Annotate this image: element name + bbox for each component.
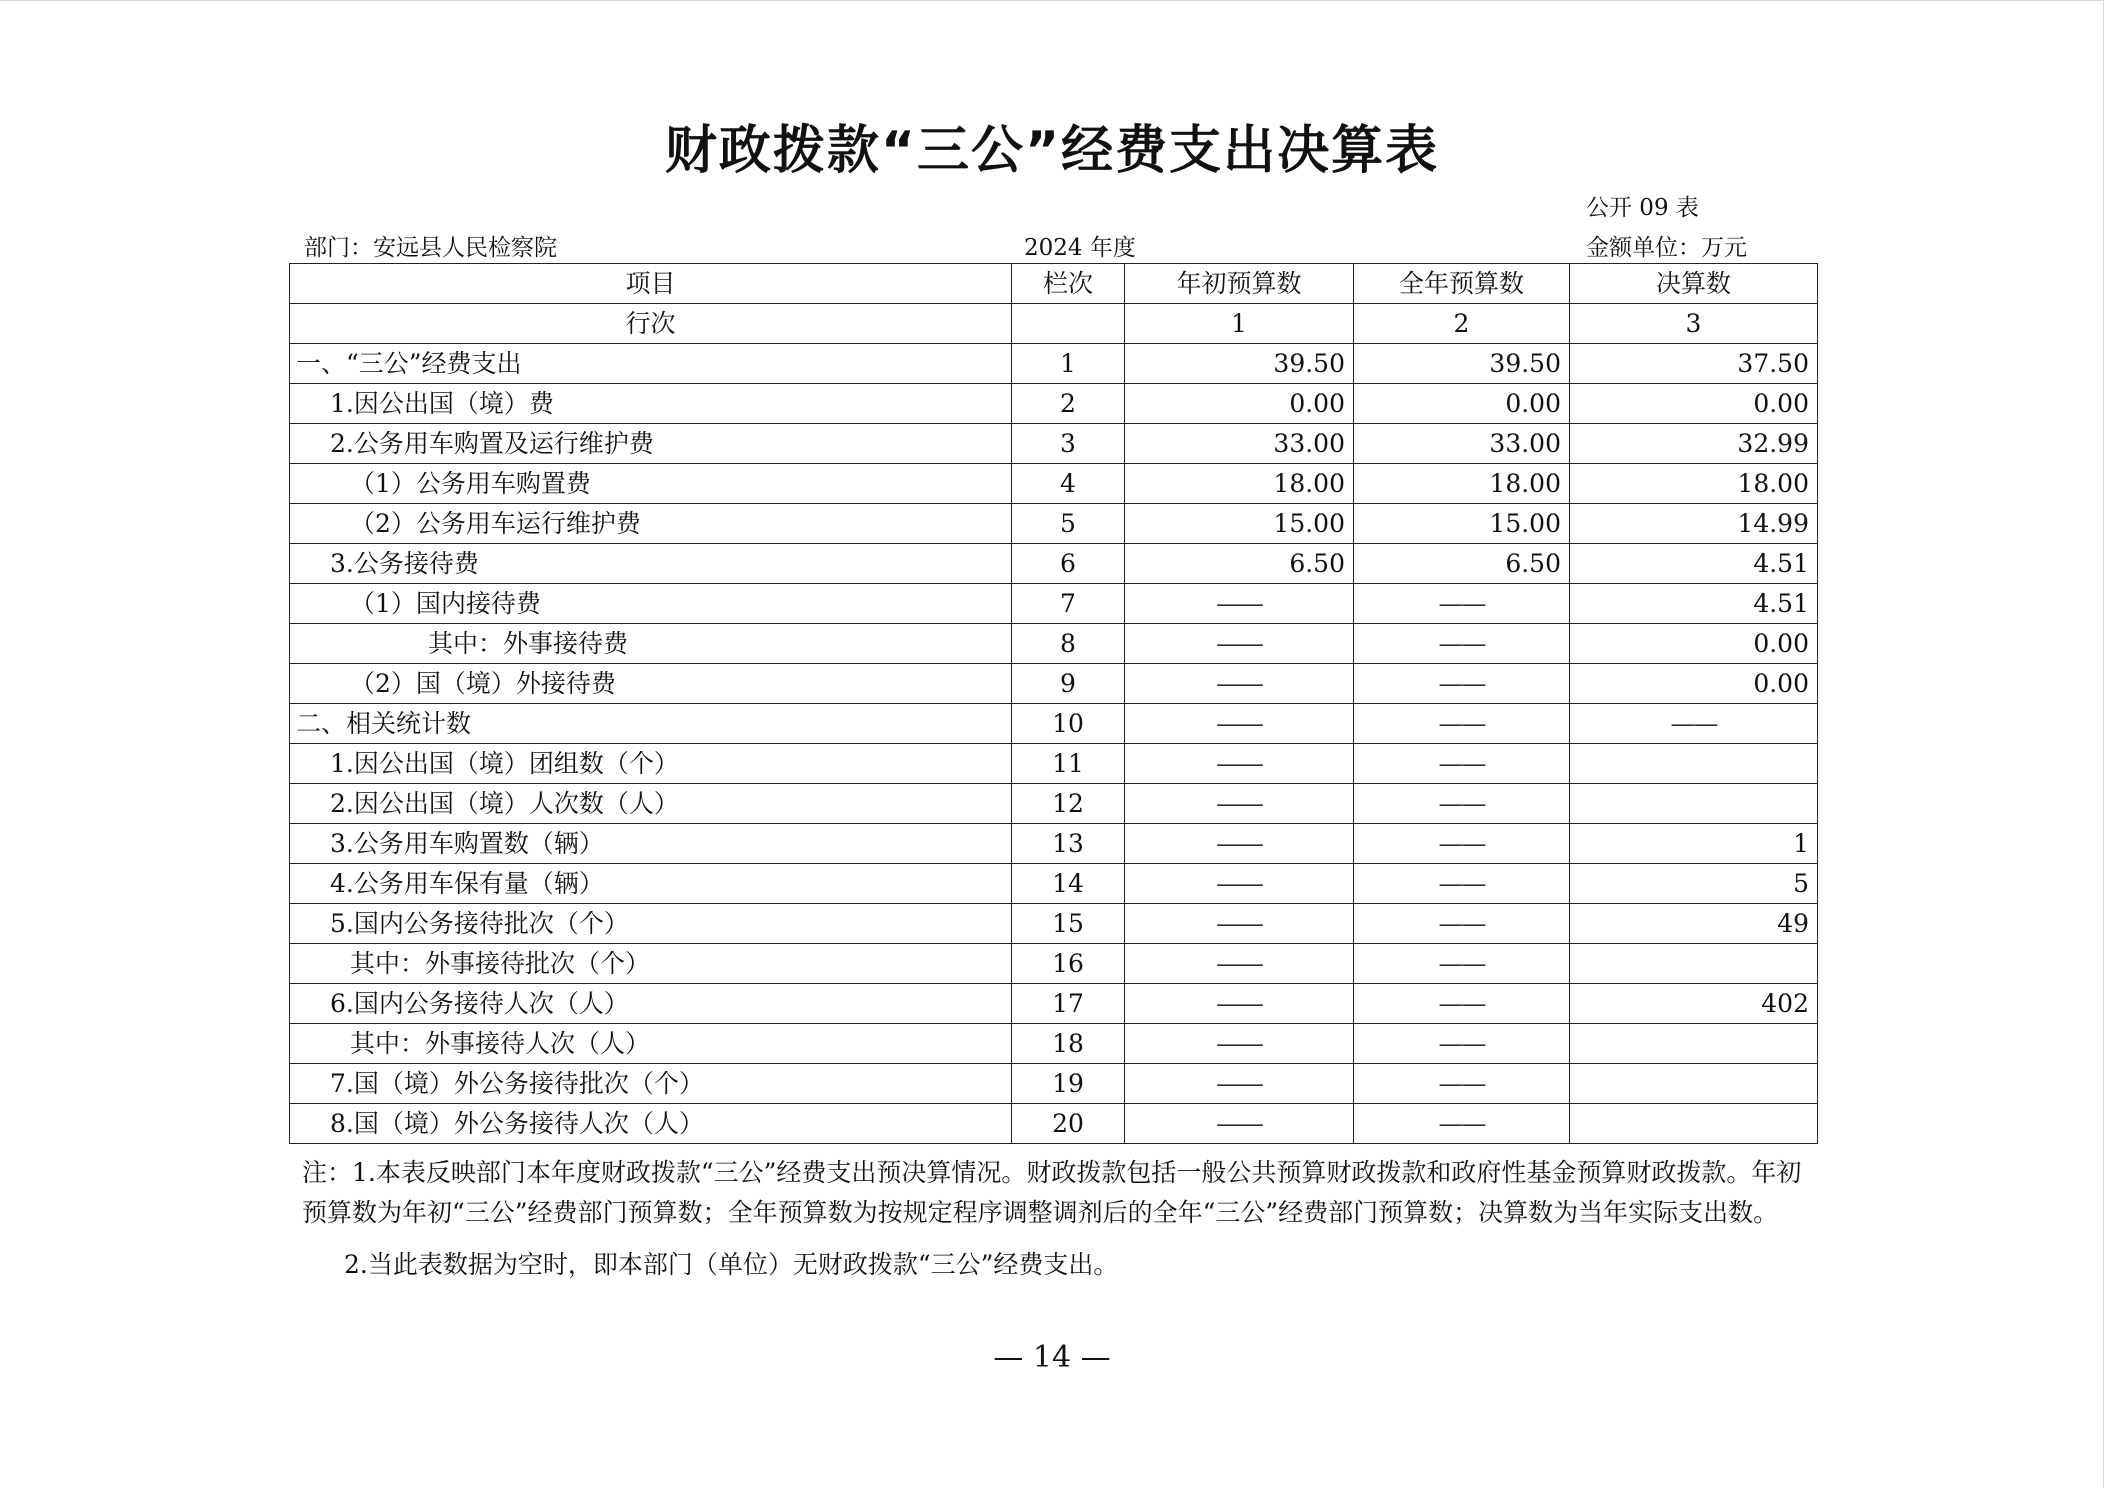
- expenditure-table: [289, 263, 1818, 1144]
- row-column-number: 6: [1012, 544, 1125, 584]
- row-final-account: [1570, 1024, 1818, 1064]
- table-row: [290, 424, 1818, 464]
- row-initial-budget: ——: [1125, 824, 1354, 864]
- note-2: 2.当此表数据为空时，即本部门（单位）无财政拨款“三公”经费支出。: [344, 1250, 1119, 1279]
- row-column-number: 5: [1012, 504, 1125, 544]
- row-full-year-budget: 15.00: [1354, 504, 1570, 544]
- row-full-year-budget: ——: [1354, 1064, 1570, 1104]
- row-full-year-budget: 6.50: [1354, 544, 1570, 584]
- row-initial-budget: 39.50: [1125, 344, 1354, 384]
- row-item: 1.因公出国（境）费: [290, 384, 1012, 424]
- row-item: （2）公务用车运行维护费: [290, 504, 1012, 544]
- row-item: 1.因公出国（境）团组数（个）: [290, 744, 1012, 784]
- table-row: [290, 464, 1818, 504]
- row-final-account: 402: [1570, 984, 1818, 1024]
- row-initial-budget: 18.00: [1125, 464, 1354, 504]
- department-label: 部门：安远县人民检察院: [304, 235, 557, 261]
- row-index-empty: [1012, 304, 1125, 344]
- row-index-c2: 2: [1354, 304, 1570, 344]
- row-item: 其中：外事接待人次（人）: [290, 1024, 1012, 1064]
- row-item: （1）公务用车购置费: [290, 464, 1012, 504]
- row-full-year-budget: 0.00: [1354, 384, 1570, 424]
- table-row: [290, 744, 1818, 784]
- row-initial-budget: ——: [1125, 944, 1354, 984]
- row-column-number: 19: [1012, 1064, 1125, 1104]
- row-final-account: [1570, 944, 1818, 984]
- table-row: [290, 384, 1818, 424]
- row-final-account: 32.99: [1570, 424, 1818, 464]
- row-initial-budget: ——: [1125, 624, 1354, 664]
- table-row: [290, 704, 1818, 744]
- row-item: （1）国内接待费: [290, 584, 1012, 624]
- row-column-number: 7: [1012, 584, 1125, 624]
- table-row: [290, 944, 1818, 984]
- table-row: [290, 544, 1818, 584]
- header-item: 项目: [290, 264, 1012, 304]
- row-column-number: 4: [1012, 464, 1125, 504]
- row-initial-budget: ——: [1125, 904, 1354, 944]
- row-column-number: 20: [1012, 1104, 1125, 1144]
- row-full-year-budget: ——: [1354, 904, 1570, 944]
- row-final-account: 1: [1570, 824, 1818, 864]
- table-row: [290, 1104, 1818, 1144]
- amount-unit: 金额单位：万元: [1586, 235, 1747, 261]
- row-full-year-budget: ——: [1354, 944, 1570, 984]
- table-row: [290, 584, 1818, 624]
- table-row: [290, 784, 1818, 824]
- row-item: 2.公务用车购置及运行维护费: [290, 424, 1012, 464]
- header-initial-budget: 年初预算数: [1125, 264, 1354, 304]
- row-full-year-budget: ——: [1354, 664, 1570, 704]
- note-1: 注：1.本表反映部门本年度财政拨款“三公”经费支出预决算情况。财政拨款包括一般公共预算财政拨款和政府性基金预算财政拨款。年初预算数为年初“三公”经费部门预算数；全年预算数为按规定程序调整调剂后的全年“三公”经费部门预算数；决算数为当年实际支出数。: [302, 1158, 1802, 1227]
- header-full-year-budget: 全年预算数: [1354, 264, 1570, 304]
- row-item: 2.因公出国（境）人次数（人）: [290, 784, 1012, 824]
- row-initial-budget: ——: [1125, 784, 1354, 824]
- row-final-account: [1570, 784, 1818, 824]
- row-initial-budget: ——: [1125, 1024, 1354, 1064]
- row-full-year-budget: ——: [1354, 1104, 1570, 1144]
- table-row: [290, 624, 1818, 664]
- row-column-number: 12: [1012, 784, 1125, 824]
- row-final-account: 0.00: [1570, 664, 1818, 704]
- row-final-account: 4.51: [1570, 544, 1818, 584]
- row-item: （2）国（境）外接待费: [290, 664, 1012, 704]
- row-item: 二、相关统计数: [290, 704, 1012, 744]
- row-final-account: [1570, 1104, 1818, 1144]
- row-column-number: 9: [1012, 664, 1125, 704]
- row-column-number: 11: [1012, 744, 1125, 784]
- row-final-account: 0.00: [1570, 624, 1818, 664]
- page-number: — 14 —: [993, 1340, 1111, 1375]
- row-column-number: 2: [1012, 384, 1125, 424]
- row-final-account: 14.99: [1570, 504, 1818, 544]
- row-final-account: 4.51: [1570, 584, 1818, 624]
- header-column-number: 栏次: [1012, 264, 1125, 304]
- row-item: 其中：外事接待费: [290, 624, 1012, 664]
- row-column-number: 14: [1012, 864, 1125, 904]
- page-title: 财政拨款“三公”经费支出决算表: [664, 121, 1440, 181]
- row-final-account: 0.00: [1570, 384, 1818, 424]
- table-row: [290, 824, 1818, 864]
- row-initial-budget: ——: [1125, 1104, 1354, 1144]
- row-full-year-budget: 39.50: [1354, 344, 1570, 384]
- row-full-year-budget: ——: [1354, 824, 1570, 864]
- row-full-year-budget: ——: [1354, 1024, 1570, 1064]
- row-index-c3: 3: [1570, 304, 1818, 344]
- row-initial-budget: ——: [1125, 744, 1354, 784]
- row-full-year-budget: ——: [1354, 984, 1570, 1024]
- table-row: [290, 1064, 1818, 1104]
- row-index-label: 行次: [290, 304, 1012, 344]
- row-full-year-budget: ——: [1354, 744, 1570, 784]
- row-item: 5.国内公务接待批次（个）: [290, 904, 1012, 944]
- row-initial-budget: ——: [1125, 584, 1354, 624]
- row-full-year-budget: ——: [1354, 584, 1570, 624]
- row-initial-budget: 15.00: [1125, 504, 1354, 544]
- fiscal-year: 2024 年度: [1024, 235, 1136, 261]
- row-final-account: 18.00: [1570, 464, 1818, 504]
- row-column-number: 13: [1012, 824, 1125, 864]
- row-final-account: ——: [1570, 704, 1818, 744]
- row-full-year-budget: 18.00: [1354, 464, 1570, 504]
- row-initial-budget: 33.00: [1125, 424, 1354, 464]
- row-item: 6.国内公务接待人次（人）: [290, 984, 1012, 1024]
- row-full-year-budget: 33.00: [1354, 424, 1570, 464]
- row-full-year-budget: ——: [1354, 624, 1570, 664]
- row-column-number: 3: [1012, 424, 1125, 464]
- row-final-account: 5: [1570, 864, 1818, 904]
- table-row: [290, 664, 1818, 704]
- row-initial-budget: 6.50: [1125, 544, 1354, 584]
- row-item: 一、“三公”经费支出: [290, 344, 1012, 384]
- row-final-account: 49: [1570, 904, 1818, 944]
- table-header-row: [290, 264, 1818, 304]
- row-index-c1: 1: [1125, 304, 1354, 344]
- row-initial-budget: ——: [1125, 704, 1354, 744]
- header-final-account: 决算数: [1570, 264, 1818, 304]
- row-item: 3.公务用车购置数（辆）: [290, 824, 1012, 864]
- row-item: 3.公务接待费: [290, 544, 1012, 584]
- table-row: [290, 984, 1818, 1024]
- form-number: 公开 09 表: [1586, 195, 1699, 221]
- row-final-account: [1570, 1064, 1818, 1104]
- row-column-number: 18: [1012, 1024, 1125, 1064]
- row-initial-budget: ——: [1125, 1064, 1354, 1104]
- row-full-year-budget: ——: [1354, 704, 1570, 744]
- row-item: 其中：外事接待批次（个）: [290, 944, 1012, 984]
- row-column-number: 17: [1012, 984, 1125, 1024]
- row-item: 4.公务用车保有量（辆）: [290, 864, 1012, 904]
- row-initial-budget: ——: [1125, 864, 1354, 904]
- row-full-year-budget: ——: [1354, 864, 1570, 904]
- table-row: [290, 1024, 1818, 1064]
- row-column-number: 1: [1012, 344, 1125, 384]
- table-row: [290, 504, 1818, 544]
- table-row: [290, 864, 1818, 904]
- row-item: 7.国（境）外公务接待批次（个）: [290, 1064, 1012, 1104]
- row-column-number: 15: [1012, 904, 1125, 944]
- row-final-account: [1570, 744, 1818, 784]
- row-initial-budget: 0.00: [1125, 384, 1354, 424]
- table-notes: [302, 1153, 1814, 1285]
- row-index-row: [290, 304, 1818, 344]
- row-column-number: 10: [1012, 704, 1125, 744]
- row-column-number: 16: [1012, 944, 1125, 984]
- table-row: [290, 344, 1818, 384]
- table-row: [290, 904, 1818, 944]
- row-final-account: 37.50: [1570, 344, 1818, 384]
- row-full-year-budget: ——: [1354, 784, 1570, 824]
- row-initial-budget: ——: [1125, 664, 1354, 704]
- row-item: 8.国（境）外公务接待人次（人）: [290, 1104, 1012, 1144]
- row-initial-budget: ——: [1125, 984, 1354, 1024]
- row-column-number: 8: [1012, 624, 1125, 664]
